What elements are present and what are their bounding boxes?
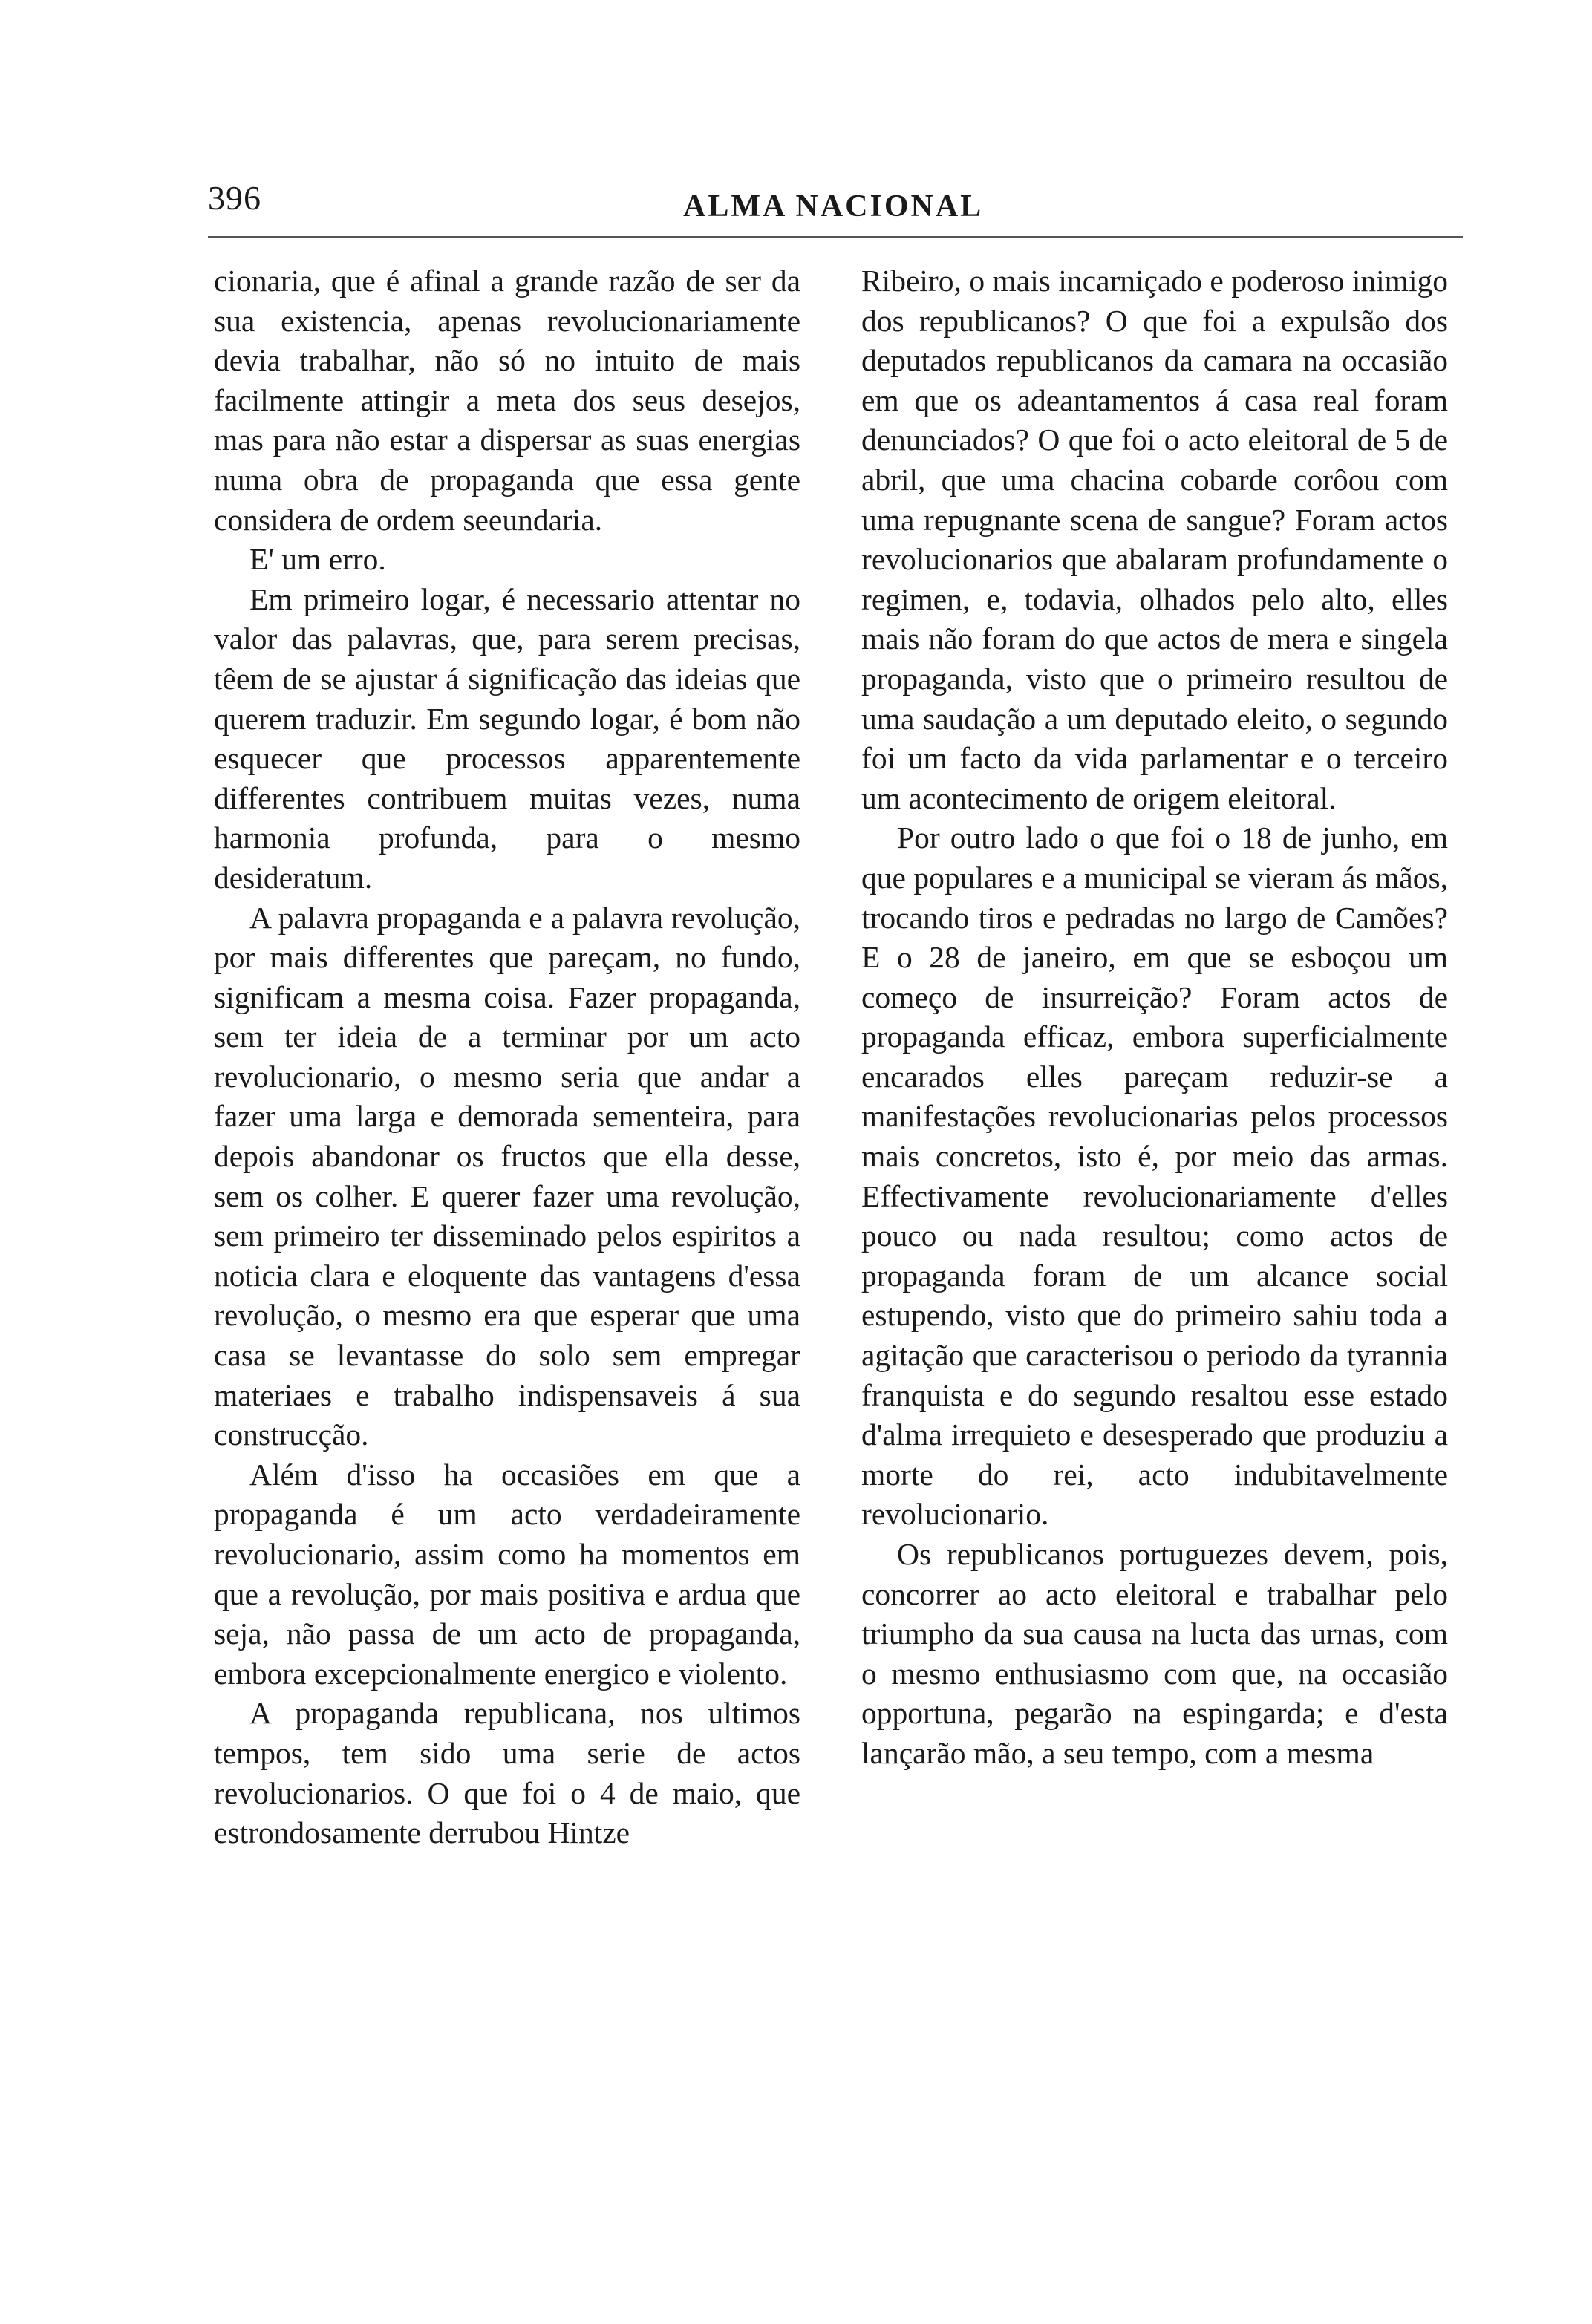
- right-column: [861, 261, 1448, 1774]
- paragraph: Em primeiro logar, é necessario attentar no valor das palavras, que, para serem precisas, têem de se ajustar á significação das ideias que querem traduzir. Em segundo logar, é bom não esquecer que processos apparentemente differentes contribuem muitas vezes, numa harmonia profunda, para o mesmo desideratum.: [214, 581, 800, 895]
- paragraph: A palavra propaganda e a palavra revolução, por mais differentes que pareçam, no fundo, significam a mesma coisa. Fazer propaganda, sem ter ideia de a terminar por um acto revolucionario, o mesmo seria que andar a fazer uma larga e demorada sementeira, para depois abandonar os fructos que ella desse, sem os colher. E querer fazer uma revolução, sem primeiro ter disseminado pelos espiritos a noticia clara e eloquente das vantagens d'essa revolução, o mesmo era que esperar que uma casa se levantasse do solo sem empregar materiaes e trabalho indispensaveis á sua construcção.: [214, 900, 800, 1452]
- paragraph: A propaganda republicana, nos ultimos tempos, tem sido uma serie de actos revolucionarios. O que foi o 4 de maio, que estrondosamente derrubou Hintze: [214, 1696, 800, 1850]
- page-header: [208, 172, 1463, 232]
- header-rule: [208, 236, 1463, 238]
- paragraph: Os republicanos portuguezes devem, pois, concorrer ao acto eleitoral e trabalhar pelo triumpho da sua causa na lucta das urnas, com o mesmo enthusiasmo com que, na occasião opportuna, pegarão na espingarda; e d'esta lançarão mão, a seu tempo, com a mesma: [861, 1537, 1448, 1770]
- running-title: ALMA NACIONAL: [683, 189, 984, 223]
- paragraph: E' um erro.: [249, 542, 386, 577]
- paragraph: Por outro lado o que foi o 18 de junho, em que populares e a municipal se vieram ás mãos, trocando tiros e pedradas no largo de Camões? E o 28 de janeiro, em que se esboçou um começo de insurreição? Foram actos de propaganda efficaz, embora superficialmente encarados elles pareçam reduzir-se a manifestações revolucionarias pelos processos mais concretos, isto é, por meio das armas. Effectivamente revolucionariamente d'elles pouco ou nada resultou; como actos de propaganda foram de um alcance social estupendo, visto que do primeiro sahiu toda a agitação que caracterisou o periodo da tyrannia franquista e do segundo resaltou esse estado d'alma irrequieto e desesperado que produziu a morte do rei, acto indubitavelmente revolucionario.: [861, 820, 1448, 1532]
- left-column: [214, 261, 800, 1853]
- paragraph: Além d'isso ha occasiões em que a propaganda é um acto verdadeiramente revolucionario, assim como ha momentos em que a revolução, por mais positiva e ardua que seja, não passa de um acto de propaganda, embora excepcionalmente energico e violento.: [214, 1457, 800, 1691]
- page-number: 396: [208, 179, 261, 217]
- paragraph: cionaria, que é afinal a grande razão de ser da sua existencia, apenas revolucionariamente devia trabalhar, não só no intuito de mais facilmente attingir a meta dos seus desejos, mas para não estar a dispersar as suas energias numa obra de propaganda que essa gente considera de ordem seeundaria.: [214, 264, 800, 537]
- paragraph: Ribeiro, o mais incarniçado e poderoso inimigo dos republicanos? O que foi a expulsão dos deputados republicanos da camara na occasião em que os adeantamentos á casa real foram denunciados? O que foi o acto eleitoral de 5 de abril, que uma chacina cobarde corôou com uma repugnante scena de sangue? Foram actos revolucionarios que abalaram profundamente o regimen, e, todavia, olhados pelo alto, elles mais não foram do que actos de mera e singela propaganda, visto que o primeiro resultou de uma saudação a um deputado eleito, o segundo foi um facto da vida parlamentar e o terceiro um acontecimento de origem eleitoral.: [861, 264, 1448, 815]
